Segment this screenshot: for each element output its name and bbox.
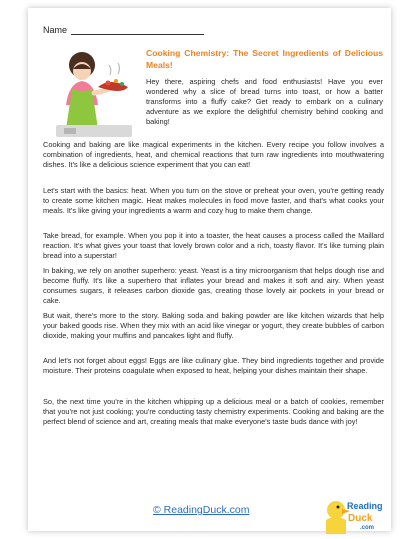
- worksheet-title: Cooking Chemistry: The Secret Ingredients of Delicious Meals!: [146, 48, 383, 70]
- logo-text-duck: Duck: [348, 513, 373, 524]
- intro-paragraph: Hey there, aspiring chefs and food enthusiasts! Have you ever wondered why a slice of bread turns into toast, or how a batter transforms into a fluffy cake? Get ready to embark on a culinary adventure as we explore the delightful chemistry behind cooking and baking!: [146, 77, 383, 126]
- body-paragraph: So, the next time you're in the kitchen whipping up a delicious meal or a batch of cookies, remember that you're not just cooking; you're conducting tasty chemistry experiments. Cooking and baking are the perfect blend of science and art, creating meals that make everyone's taste buds dance with joy!: [43, 397, 384, 426]
- logo-text-com: .com: [360, 525, 375, 531]
- body-paragraph: Cooking and baking are like magical experiments in the kitchen. Every recipe you follow involves a combination of ingredients, heat, and chemical reactions that turn raw ingredients into mouthwatering dishes. It's like a delicious science experiment that you can eat!: [43, 140, 384, 169]
- readingduck-link[interactable]: © ReadingDuck.com: [153, 504, 250, 516]
- worksheet-page: [28, 8, 391, 531]
- body-paragraph: And let's not forget about eggs! Eggs are like culinary glue. They bind ingredients together and provide moisture. Their proteins coagulate when exposed to heat, helping your dishes maintain their shape.: [43, 356, 384, 375]
- body-paragraph: Take bread, for example. When you pop it into a toaster, the heat causes a process called the Maillard reaction. It's what gives your toast that lovely brown color and a rich, toasty flavor. It's like turning plain bread into a superstar!: [43, 231, 384, 260]
- body-paragraph: In baking, we rely on another superhero: yeast. Yeast is a tiny microorganism that helps dough rise and become fluffy. It's like a superhero that inflates your bread and makes it soft and airy. When yeast consumes sugars, it releases carbon dioxide gas, creating those lovely air pockets in your bread or cake.: [43, 266, 384, 305]
- name-input-line[interactable]: [71, 26, 204, 35]
- chef-illustration: [42, 45, 142, 145]
- name-field: [43, 25, 204, 35]
- name-label: Name: [43, 25, 68, 35]
- logo-text-reading: Reading: [347, 501, 383, 511]
- body-paragraph: Let's start with the basics: heat. When you turn on the stove or preheat your oven, you're getting ready to create some kitchen magic. Heat makes molecules in food move faster, and that's what cooks your meals. It's like giving your ingredients a warm and cozy hug to make them change.: [43, 186, 384, 215]
- readingduck-logo: [324, 494, 383, 536]
- body-paragraph: But wait, there's more to the story. Baking soda and baking powder are like kitchen wizards that help your baked goods rise. When they mix with an acid like vinegar or yogurt, they create bubbles of carbon dioxide, making your muffins and pancakes light and fluffy.: [43, 311, 384, 340]
